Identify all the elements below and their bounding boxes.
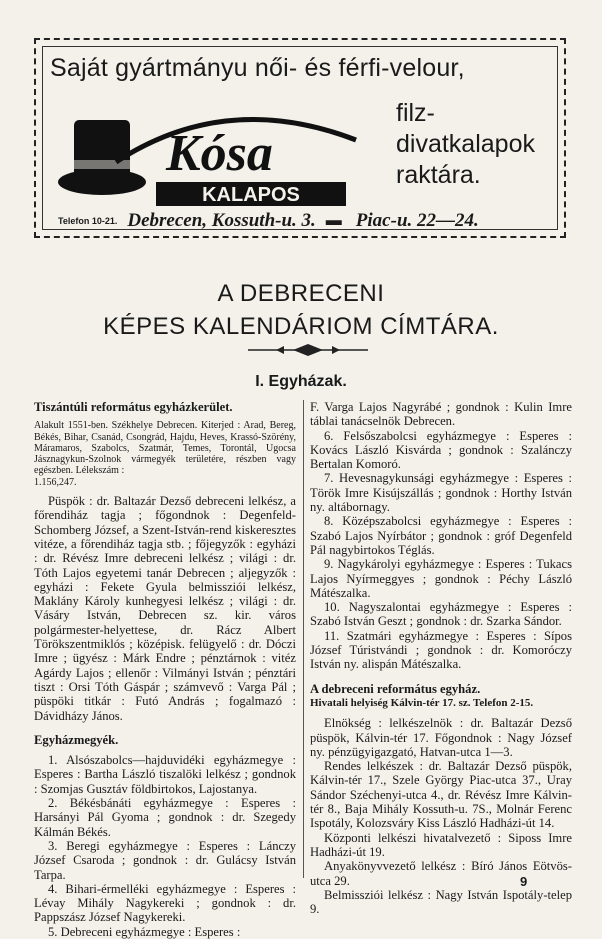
left-paragraph-3: 2. Békésbánáti egyházmegye : Esperes : Harsányi Pál Gyoma ; gondnok : dr. Szegedy Kálmán Békés. [34,796,296,839]
page-title-line-1: A DEBRECENI [217,280,385,307]
left-column [34,400,296,939]
right-paragraph-11: Anyakönyvvezető lelkész : Bíró János Eötvös-utca 29. [310,859,572,888]
right-paragraph-8: Elnökség : lelkészelnök : dr. Baltazár Dezső püspök, Kálvin-tér 17. Főgondnok : Nagy József ny. pénzügyigazgató, Hatvan-utca 1—3. [310,716,572,759]
ad-headline: Saját gyártmányu női- és férfi-velour, [50,54,465,82]
ad-address: Debrecen, Kossuth-u. 3. [127,210,316,231]
right-paragraph-10: Központi lelkészi hivatalvezető : Siposs Imre Hadházi-út 19. [310,830,572,859]
right-column [310,400,572,916]
ad-separator: ▬ [325,212,342,229]
left-heading: Tiszántúli református egyházkerület. [34,400,233,414]
left-paragraph-2: 1. Alsószabolcs—hajduvidéki egyházmegye : Esperes : Bartha László tiszalöki lelkész ; gondnok : Szomjas Gusztáv földbirtokos, Lajostanya. [34,753,296,796]
left-paragraph-5: 4. Bihari-érmelléki egyházmegye : Esperes : Lévay Mihály Nagykereki ; gondnok : dr. Pappszász József Nagykereki. [34,881,296,925]
right-paragraph-3: 7. Hevesnagykunsági egyházmegye : Esperes : Török Imre Kisújszállás ; gondnok : Horthy István ny. altábornagy. [310,471,572,515]
logo-sub-text: KALAPOS [202,184,300,206]
right-paragraph-12: Belmissziói lelkész : Nagy István Ispotály-telep 9. [310,887,572,917]
left-heading-2: Egyházmegyék. [34,732,119,747]
right-paragraph-6: 10. Nagyszalontai egyházmegye : Esperes : Szabó István Geszt ; gondnok : dr. Szarka Sándor. [310,600,572,629]
ad-list-line-2: divatkalapok [396,129,535,158]
ad-list-line-1: filz- [396,99,435,127]
ad-list-line-3: raktára. [396,160,481,189]
logo-main-text: Kósa [166,125,273,182]
right-paragraph-1: F. Varga Lajos Nagyrábé ; gondnok : Kulin Imre táblai tanácselnök Debrecen. [310,400,572,429]
top-hat-icon [58,120,146,195]
right-paragraph-2: 6. Felsőszabolcsi egyházmegye : Esperes : Kovács László Kisvárda ; gondnok : Szalánczy Bertalan Komoró. [310,428,572,472]
section-heading: I. Egyházak. [255,373,347,390]
right-heading: A debreceni református egyház. [310,681,481,696]
right-subheading: Hivatali helyiség Kálvin-tér 17. sz. Telefon 2-15. [310,696,534,709]
page-number: 9 [520,874,528,889]
left-paragraph-1: Püspök : dr. Baltazár Dezső debreceni lelkész, a főrendiház tagja ; főgondnok : Degenfeld-Schomberg József, a Szent-István-rend kiskeresztes vitéze, a főrendiház tagja stb. ; főjegyzők : egyházi : dr. Révész Imre debreceni lelkész ; világi : dr. Tóth Lajos egyetemi tanár Debrecen ; aljegyzők : egyházi : Fekete Gyula belmissziói lelkész, Maklány Károly kunhegyesi lelkész ; világi : dr. Vásáry István, Debrecen sz. kir. város polgármester-helyettese, dr. Rácz Albert Törökszentmiklós ; középisk. felügyelő : dr. Dóczi Imre ; ügyész : Márk Endre ; pénztárnok : vitéz Agárdy Lajos ; ellenőr : Vilmányi István ; pénztári tiszt : Orsi Tóth Gáspár ; számvevő : Varga Pál ; püspöki titkár : Futó András ; fogalmazó : Dávidházy János. [34,494,296,723]
right-paragraph-5: 9. Nagykárolyi egyházmegye : Esperes : Tukacs Lajos Nyírmeggyes ; gondnok : Péchy László Mátészalka. [310,557,572,600]
page-title-line-2: KÉPES KALENDÁRIOM CÍMTÁRA. [103,313,499,340]
right-paragraph-7: 11. Szatmári egyházmegye : Esperes : Sípos József Túristvándi ; gondnok : dr. Komoróczy István ny. alispán Mátészalka. [310,628,572,672]
ad-contact-line [58,210,568,232]
left-paragraph-4: 3. Beregi egyházmegye : Esperes : Lánczy József Csaroda ; gondnok : dr. Gulácsy István Tarpa. [34,838,296,882]
right-paragraph-4: 8. Középszabolcsi egyházmegye : Esperes : Szabó Lajos Nyírbátor ; gondnok : gróf Degenfeld Pál nagybirtokos Téglás. [310,514,572,557]
column-divider [303,400,304,878]
ad-address-2: Piac-u. 22—24. [355,210,479,231]
kosa-hat-logo [56,100,374,215]
left-paragraph-6: 5. Debreceni egyházmegye : Esperes : [48,924,241,939]
ornament-divider-icon [248,343,368,357]
advertisement-box [34,38,566,238]
right-paragraph-9: Rendes lelkészek : dr. Baltazár Dezső püspök, Kálvin-tér 17., Szele György Piac-utca 37., Uray Sándor Széchenyi-utca 4., dr. Révész Imre Kálvin-tér 8., Baja Mihály Kossuth-u. 7S., Molnár Ferenc Ispotály, Kolozsváry Kiss László Hadházi-út 14. [310,759,572,831]
left-info: Alakult 1551-ben. Székhelye Debrecen. Kiterjed : Arad, Bereg, Békés, Bihar, Csanád, Csongrád, Hajdu, Heves, Krassó-Szörény, Máramaros, Szabolcs, Szatmár, Temes, Torontál, Ugocsa Jásznagykun-Szolnok vármegyék területére, részben vagy egészben. Lélekszám : [34,420,296,477]
left-count: 1.156,247. [34,476,77,488]
telefon-text: Telefon 10-21. [58,216,118,226]
ad-product-list [396,98,566,190]
